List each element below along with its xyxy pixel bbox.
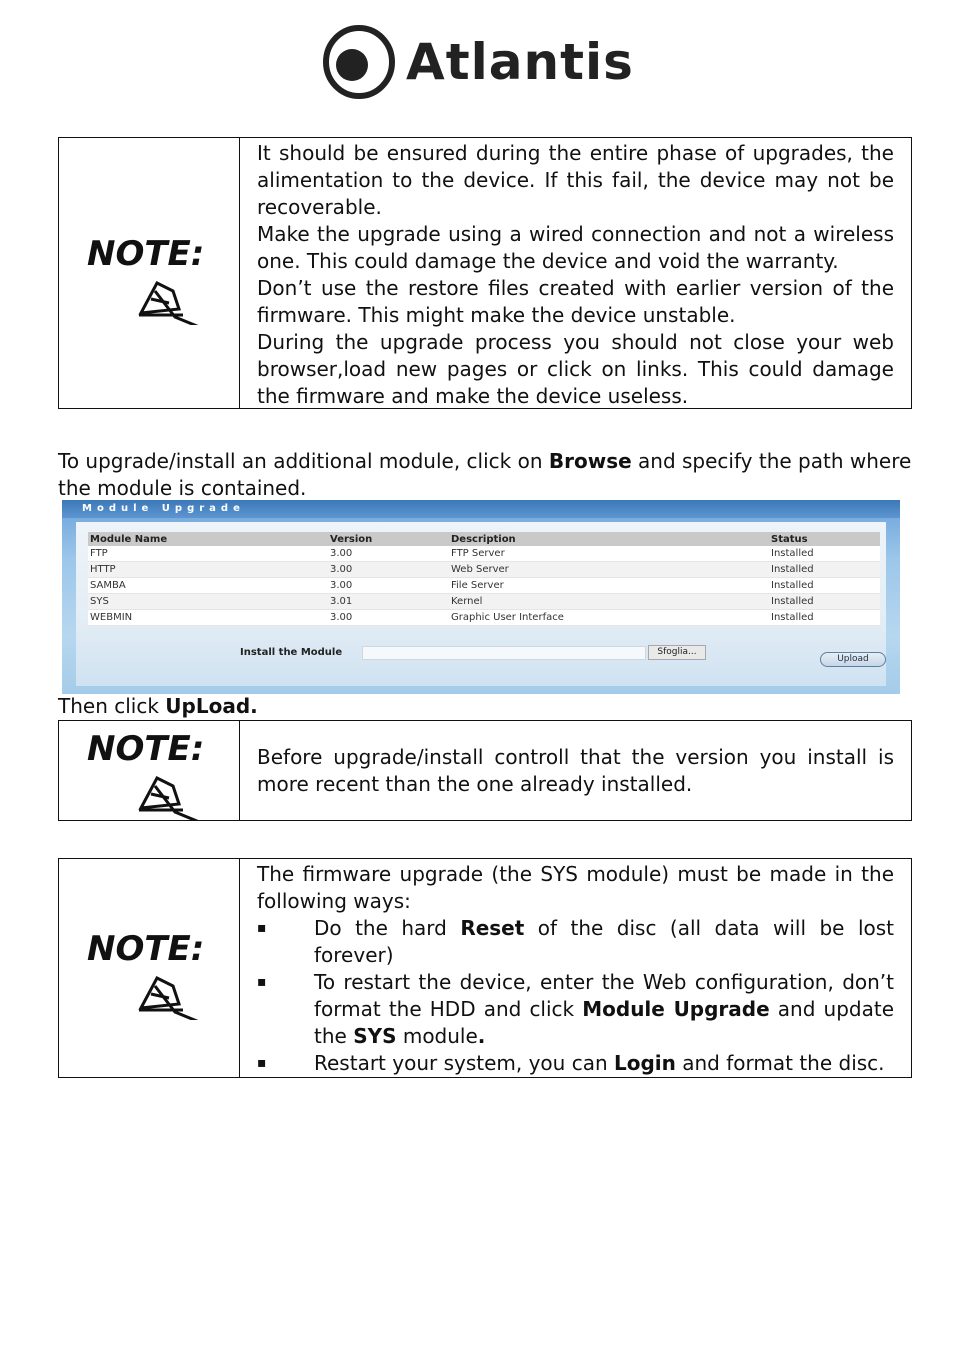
note-label: NOTE: (87, 234, 205, 274)
note-label: NOTE: (87, 929, 205, 969)
bullet-text: To restart the device, enter the Web configuration, don’t format the HDD and click Module Upgrade and update the SYS module. (314, 970, 894, 1048)
note-pen-icon (83, 916, 215, 1020)
table-row (88, 610, 880, 626)
note1-paragraph: It should be ensured during the entire phase of upgrades, the alimentation to the device. If this fail, the device may not be recoverable. (257, 141, 894, 219)
module-upgrade-title: Module Upgrade (62, 500, 900, 518)
note1-paragraph: Don’t use the restore files created with earlier version of the firmware. This might make the device unstable. (257, 276, 894, 327)
upload-keyword: UpLoad. (165, 694, 258, 718)
module-name-cell: HTTP (88, 562, 328, 578)
module-upgrade-keyword: Module Upgrade (582, 997, 770, 1021)
reset-keyword: Reset (460, 916, 525, 940)
note1-paragraph: During the upgrade process you should not close your web browser,load new pages or click on links. This could damage the firmware and make the device useless. (257, 330, 894, 408)
table-row (88, 594, 880, 610)
note-box-1 (58, 137, 912, 409)
list-item (257, 1050, 894, 1077)
bullet-text: Restart your system, you can Login and format the disc. (314, 1051, 885, 1075)
note-pen-icon (83, 221, 215, 325)
bullet-icon: ▪ (257, 974, 267, 990)
bullet-icon: ▪ (257, 1055, 267, 1071)
module-table-header (88, 532, 880, 546)
upload-button[interactable]: Upload (820, 652, 886, 667)
note-icon-cell (59, 859, 240, 1077)
version-cell: 3.00 (328, 610, 449, 626)
version-cell: 3.00 (328, 562, 449, 578)
note-text (240, 721, 911, 820)
note-box-2 (58, 720, 912, 821)
table-row (88, 562, 880, 578)
status-cell: Installed (769, 546, 880, 562)
note-label: NOTE: (87, 728, 205, 769)
col-version: Version (328, 532, 449, 546)
then-click-paragraph (58, 693, 918, 720)
bullet-icon: ▪ (257, 920, 267, 936)
note3-intro: The firmware upgrade (the SYS module) must be made in the following ways: (257, 862, 894, 913)
module-name-cell: SYS (88, 594, 328, 610)
browse-button[interactable]: Sfoglia... (648, 645, 706, 660)
version-cell: 3.00 (328, 578, 449, 594)
intro-paragraph (58, 448, 918, 502)
description-cell: Kernel (449, 594, 769, 610)
intro-text: To upgrade/install an additional module, click on (58, 449, 549, 473)
module-upgrade-panel (76, 522, 886, 686)
note-text (240, 138, 911, 408)
description-cell: Web Server (449, 562, 769, 578)
col-module-name: Module Name (88, 532, 328, 546)
status-cell: Installed (769, 594, 880, 610)
install-module-label: Install the Module (240, 647, 343, 658)
note-icon-cell (59, 138, 240, 408)
install-module-row (240, 645, 706, 660)
version-cell: 3.00 (328, 546, 449, 562)
atlantis-logo-icon (322, 25, 396, 99)
note1-paragraph: Make the upgrade using a wired connection and not a wireless one. This could damage the device and void the warranty. (257, 222, 894, 273)
intro-text: and specify the path where the module is contained. (58, 449, 912, 500)
note-box-3 (58, 858, 912, 1078)
module-name-cell: FTP (88, 546, 328, 562)
login-keyword: Login (613, 1051, 676, 1075)
note-icon-cell (59, 721, 240, 820)
module-file-input[interactable] (362, 646, 646, 660)
sys-keyword: SYS (353, 1024, 397, 1048)
table-row (88, 578, 880, 594)
note2-paragraph: Before upgrade/install controll that the version you install is more recent than the one already installed. (257, 744, 894, 796)
atlantis-logo (322, 22, 634, 102)
note-text (240, 859, 911, 1077)
module-table (88, 532, 880, 626)
list-item (257, 915, 894, 969)
module-name-cell: SAMBA (88, 578, 328, 594)
version-cell: 3.01 (328, 594, 449, 610)
status-cell: Installed (769, 562, 880, 578)
module-name-cell: WEBMIN (88, 610, 328, 626)
description-cell: File Server (449, 578, 769, 594)
browse-keyword: Browse (548, 449, 632, 473)
status-cell: Installed (769, 578, 880, 594)
status-cell: Installed (769, 610, 880, 626)
note-pen-icon (83, 722, 215, 820)
logo-text: Atlantis (406, 33, 634, 91)
module-upgrade-screenshot (62, 500, 900, 694)
description-cell: Graphic User Interface (449, 610, 769, 626)
col-status: Status (769, 532, 880, 546)
description-cell: FTP Server (449, 546, 769, 562)
col-description: Description (449, 532, 769, 546)
then-click-text: Then click (58, 694, 166, 718)
bullet-text: Do the hard Reset of the disc (all data will be lost forever) (314, 916, 894, 967)
table-row (88, 546, 880, 562)
list-item (257, 969, 894, 1050)
